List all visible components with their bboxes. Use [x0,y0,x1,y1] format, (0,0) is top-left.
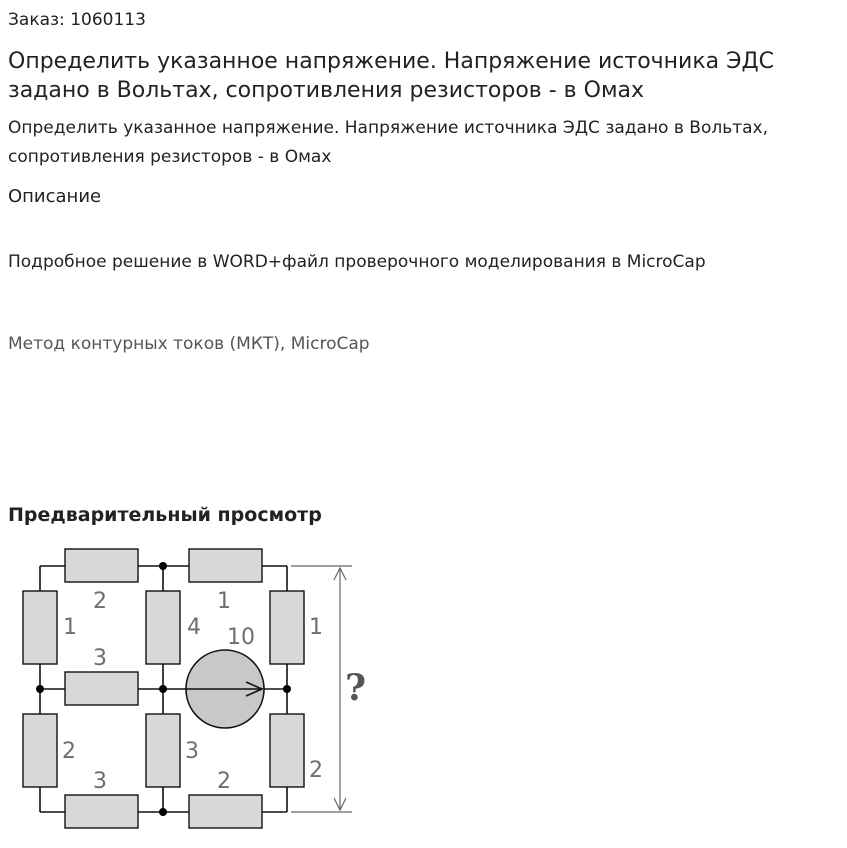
label-resistor-top-right: 1 [217,589,231,614]
emf-source [186,650,264,728]
label-resistor-right-lower: 2 [309,758,323,783]
order-number: 1060113 [70,10,146,30]
resistor-left-lower [23,714,57,787]
label-source-value: 10 [227,625,255,650]
resistor-right-lower [270,714,304,787]
circuit-diagram [0,540,380,840]
label-unknown-voltage: ? [345,667,367,709]
label-resistor-left-lower: 2 [62,739,76,764]
description-body: Подробное решение в WORD+файл проверочного моделирования в MicroCap [8,252,706,272]
resistor-bottom-left [65,795,138,828]
label-resistor-mid-horizontal: 3 [93,646,107,671]
label-resistor-bottom-right: 2 [217,769,231,794]
resistor-mid-horizontal [65,672,138,705]
order-label: Заказ: [8,10,65,30]
description-heading: Описание [8,186,102,207]
page-subtitle: Определить указанное напряжение. Напряжение источника ЭДС задано в Вольтах, сопротивления резисторов - в Омах [8,118,769,167]
method-text: Метод контурных токов (МКТ), MicroCap [8,334,370,354]
label-resistor-left-upper: 1 [63,615,77,640]
resistor-bottom-right [189,795,262,828]
resistor-top-left [65,549,138,582]
label-resistor-right-upper: 1 [309,615,323,640]
preview-heading: Предварительный просмотр [8,504,322,526]
resistor-mid-lower [146,714,180,787]
label-resistor-top-left: 2 [93,589,107,614]
resistor-right-upper [270,591,304,664]
resistor-top-right [189,549,262,582]
page-title: Определить указанное напряжение. Напряжение источника ЭДС задано в Вольтах, сопротивления резисторов - в Омах [8,49,775,103]
label-resistor-mid-lower: 3 [185,739,199,764]
resistor-mid-upper [146,591,180,664]
label-resistor-bottom-left: 3 [93,769,107,794]
label-resistor-mid-upper: 4 [187,615,201,640]
resistor-left-upper [23,591,57,664]
order-line [8,10,146,30]
